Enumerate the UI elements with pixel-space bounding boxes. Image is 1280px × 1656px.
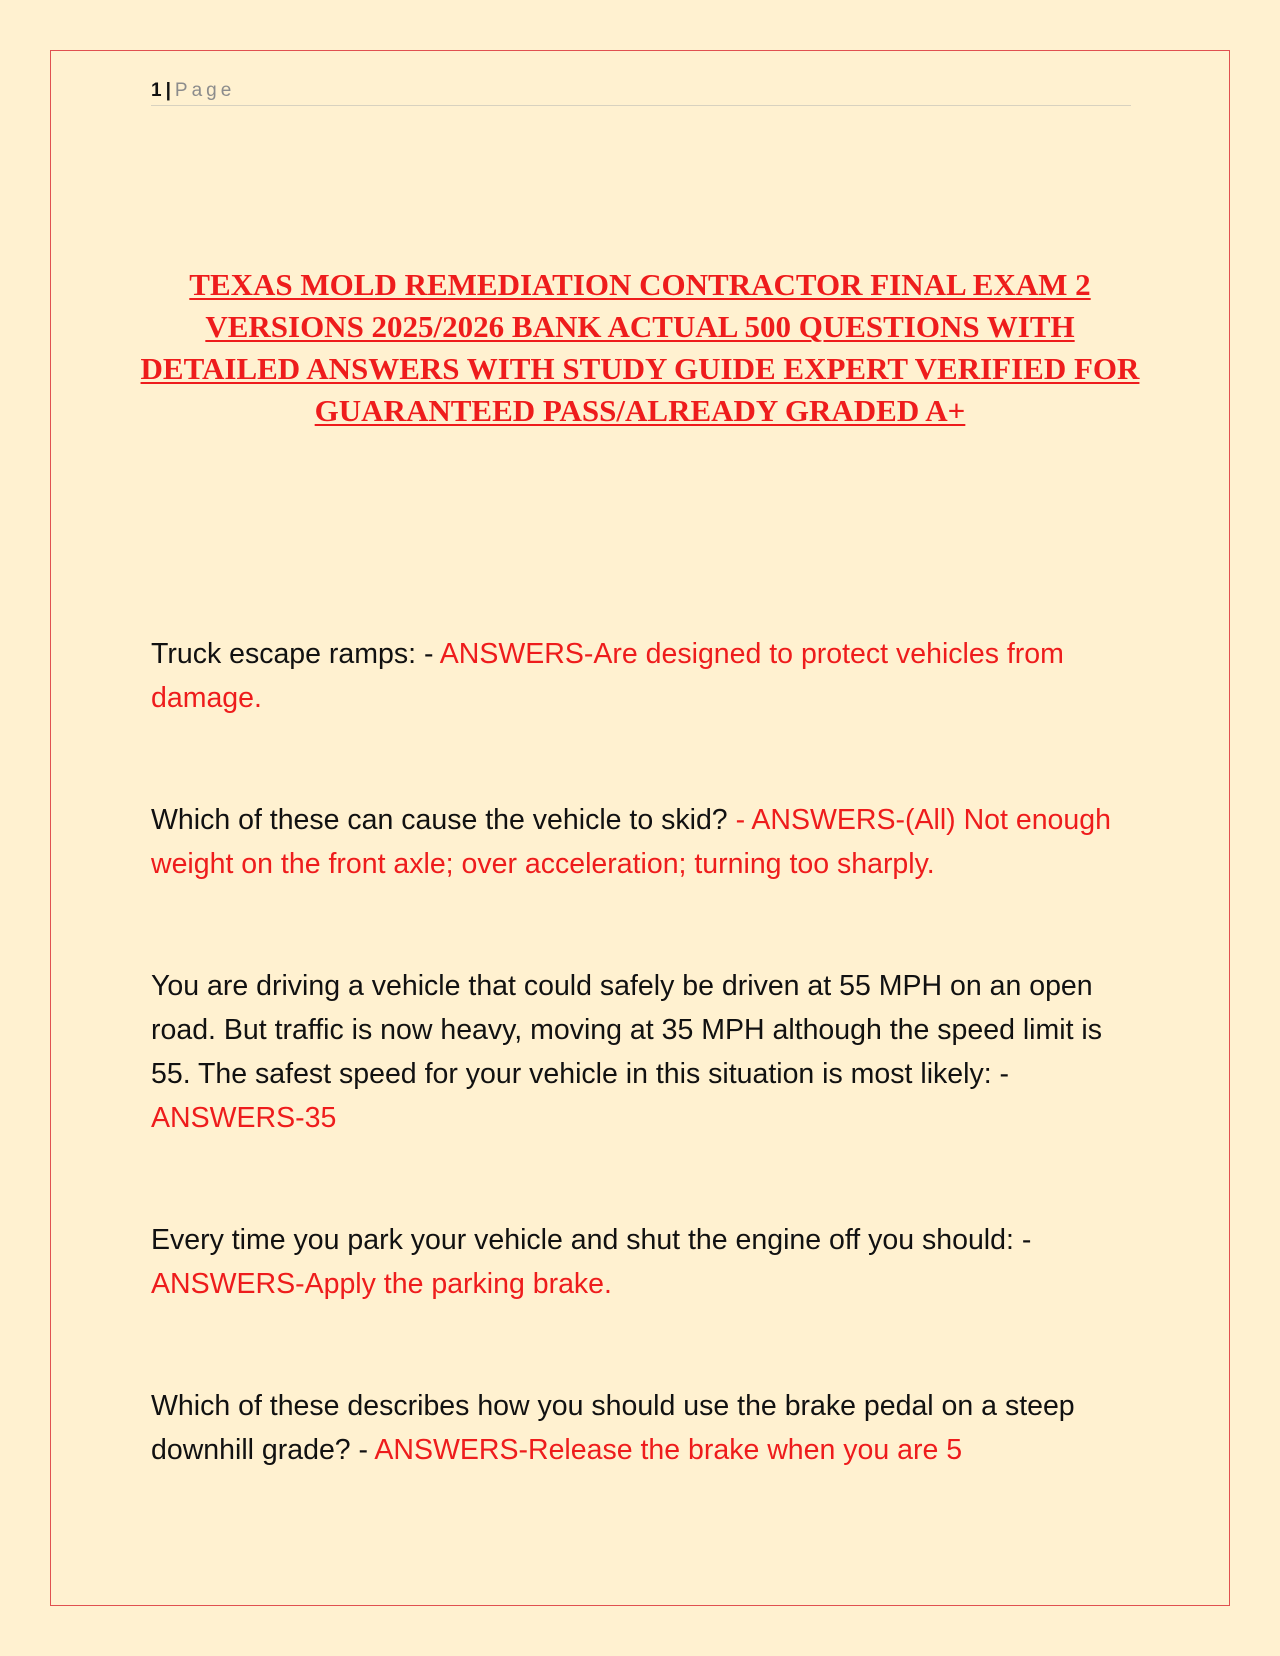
question-text: Every time you park your vehicle and shut the engine off you should: - bbox=[151, 1224, 1032, 1256]
question-text: Which of these describes how you should use the brake pedal on a steep downhill grade? - bbox=[151, 1390, 1075, 1466]
answer-text: ANSWERS-Apply the parking brake. bbox=[151, 1268, 612, 1300]
qa-item bbox=[151, 632, 1141, 720]
page-number: 1 bbox=[151, 80, 162, 101]
page-header bbox=[151, 78, 1131, 106]
page-label: Page bbox=[174, 80, 236, 101]
qa-item bbox=[151, 964, 1141, 1140]
answer-text: - ANSWERS-(All) Not enough weight on the front axle; over acceleration; turning too sharply. bbox=[151, 804, 1111, 880]
answer-text: ANSWERS-35 bbox=[151, 1102, 337, 1134]
question-text: Which of these can cause the vehicle to skid? bbox=[151, 804, 736, 836]
question-text: You are driving a vehicle that could safely be driven at 55 MPH on an open road. But traffic is now heavy, moving at 35 MPH although the speed limit is 55. The safest speed for your vehicle in this situation is most likely: - bbox=[151, 970, 1103, 1090]
qa-item bbox=[151, 1218, 1141, 1306]
qa-item bbox=[151, 1384, 1141, 1472]
answer-text: ANSWERS-Are designed to protect vehicles from damage. bbox=[151, 638, 1064, 714]
question-text: Truck escape ramps: - bbox=[151, 638, 440, 670]
qa-item bbox=[151, 798, 1141, 886]
qa-list bbox=[151, 632, 1141, 1550]
answer-text: ANSWERS-Release the brake when you are 5 bbox=[374, 1434, 963, 1466]
header-separator: | bbox=[165, 80, 171, 101]
document-title: TEXAS MOLD REMEDIATION CONTRACTOR FINAL EXAM 2 VERSIONS 2025/2026 BANK ACTUAL 500 QUESTIONS WITH DETAILED ANSWERS WITH STUDY GUIDE EXPERT VERIFIED FOR GUARANTEED PASS/ALREADY GRADED A+ bbox=[140, 267, 1140, 428]
